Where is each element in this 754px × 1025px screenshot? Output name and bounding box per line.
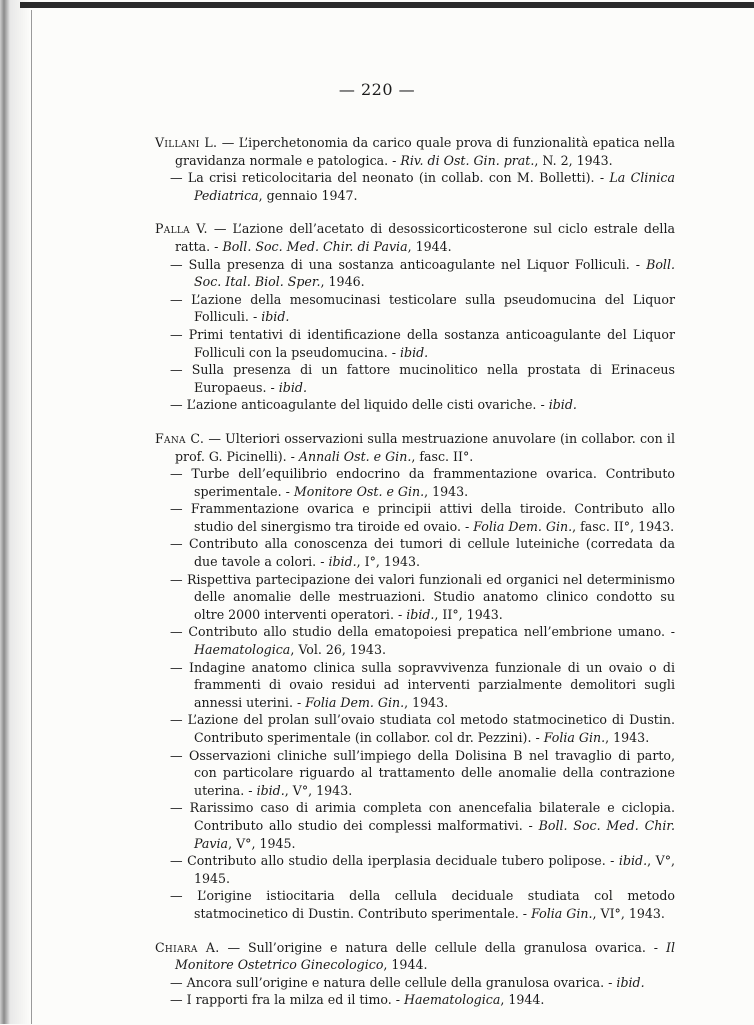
journal-title: ibid. <box>399 344 429 360</box>
entry-text: , gennaio 1947. <box>258 187 358 203</box>
bibliography-entry <box>155 169 675 204</box>
entry-text: — Sulla presenza di un fattore mucinolitico nella prostata di Erinaceus Europaeus. - <box>170 362 675 395</box>
author-block <box>155 939 675 1009</box>
entry-text: , V°, 1945. <box>228 835 296 851</box>
entry-text: — Sulla presenza di una sostanza anticoagulante nel Liquor Folliculi. - <box>170 256 647 272</box>
bibliography-entry <box>155 535 675 570</box>
journal-title: Boll. Soc. Ital. Biol. Sper. <box>194 256 675 290</box>
entry-text: — Primi tentativi di identificazione della sostanza anticoagulante del Liquor Folliculi con la pseudomucina. - <box>170 326 675 360</box>
journal-title: ibid. <box>616 974 645 990</box>
author-name: Palla V. <box>155 221 208 237</box>
entry-text: — I rapporti fra la milza ed il timo. - <box>170 992 405 1008</box>
entry-text: , VI°, 1943. <box>592 905 665 921</box>
journal-title: Haematologica <box>194 642 291 658</box>
bibliography-entry <box>155 711 675 746</box>
bibliography-entry <box>155 465 675 500</box>
entry-text: — Contributo allo studio della ematopoiesi prepatica nell’embrione umano. - <box>170 624 675 640</box>
bibliography-entry-first <box>155 220 675 255</box>
journal-title: Il Monitore Ostetrico Ginecologico <box>175 939 675 973</box>
entry-text: — La crisi reticolocitaria del neonato (in collab. con M. Bolletti). - <box>170 170 610 186</box>
bibliography-entry-first <box>155 134 675 169</box>
journal-title: ibid. <box>261 309 290 325</box>
entry-text: — L’azione dell’acetato di desossicorticosterone sul ciclo estrale della ratta. - <box>175 221 675 254</box>
entry-text: , V°, 1945. <box>194 853 675 886</box>
entry-text: , N. 2, 1943. <box>534 152 613 168</box>
entry-text: , 1943. <box>605 730 650 745</box>
page-edge-line <box>31 10 32 1024</box>
journal-title: Haematologica <box>404 992 501 1008</box>
bibliography-entry <box>155 256 675 291</box>
entry-text: — Rispettiva partecipazione dei valori funzionali ed organici nel determinismo delle anomalie delle mestruazioni. Studio anatomo clinico condotto su oltre 2000 interventi operatori. - <box>170 571 675 622</box>
bibliography-entry-first <box>155 939 675 974</box>
bibliography-list <box>155 134 675 1025</box>
entry-text: — L’azione anticoagulante del liquido delle cisti ovariche. - <box>170 397 549 413</box>
bibliography-entry-first <box>155 430 675 465</box>
entry-text: — L’origine istiocitaria della cellula deciduale studiata col metodo statmocinetico di Dustin. Contributo sperimentale. - <box>170 888 675 921</box>
journal-title: Riv. di Ost. Gin. prat. <box>400 152 535 168</box>
entry-text: , V°, 1943. <box>284 782 353 798</box>
author-name: Fana C. <box>155 430 205 446</box>
author-block <box>155 430 675 923</box>
journal-title: ibid. <box>256 782 285 798</box>
entry-text: , 1944. <box>407 238 452 254</box>
bibliography-entry <box>155 974 675 992</box>
entry-text: — L’azione della mesomucinasi testicolare sulla pseudomucina del Liquor Folliculi. - <box>170 291 675 325</box>
entry-text: , 1946. <box>320 274 365 290</box>
entry-text: — L’iperchetonomia da carico quale prova di funzionalità epatica nella gravidanza normale e patologica. - <box>175 135 675 168</box>
entry-text: — Indagine anatomo clinica sulla sopravvivenza funzionale di un ovaio o di frammenti di ovaio residui ad interventi parzialmente demolitori sugli annessi uterini. - <box>170 659 675 710</box>
entry-text: , 1943. <box>424 483 469 499</box>
entry-text: , II°, 1943. <box>434 606 503 622</box>
entry-text: , fasc. II°. <box>411 448 474 464</box>
entry-text: , 1943. <box>404 694 449 710</box>
bibliography-entry <box>155 747 675 800</box>
bibliography-entry <box>155 361 675 396</box>
top-border-rule <box>20 2 754 8</box>
page-number: — 220 — <box>338 80 416 99</box>
journal-title: Annali Ost. e Gin. <box>298 448 412 464</box>
entry-text: — Ulteriori osservazioni sulla mestruazione anuvolare (in collabor. con il prof. G. Picinelli). - <box>175 430 675 464</box>
entry-text: , fasc. II°, 1943. <box>572 518 675 534</box>
entry-text: — Contributo allo studio della iperplasia deciduale tubero polipose. - <box>170 853 619 869</box>
journal-title: Folia Dem. Gin. <box>473 518 573 534</box>
bibliography-entry <box>155 291 675 326</box>
entry-text: — Frammentazione ovarica e principii attivi della tiroide. Contributo allo studio del sinergismo tra tiroide ed ovaio. - <box>170 501 675 534</box>
journal-title: ibid. <box>406 606 435 622</box>
binding-edge-shadow <box>0 0 30 1024</box>
entry-text: , I°, 1943. <box>356 554 420 570</box>
bibliography-entry <box>155 623 675 658</box>
bibliography-entry <box>155 571 675 624</box>
journal-title: Folia Gin. <box>531 905 593 921</box>
journal-title: Boll. Soc. Med. Chir. Pavia <box>194 817 675 851</box>
bibliography-entry <box>155 659 675 712</box>
entry-text: — Ancora sull’origine e natura delle cellule della granulosa ovarica. - <box>170 974 617 990</box>
bibliography-entry <box>155 500 675 535</box>
entry-text: — L’azione del prolan sull’ovaio studiata col metodo statmocinetico di Dustin. Contributo sperimentale (in collabor. col dr. Pezzini). - <box>170 712 675 745</box>
journal-title: La Clinica Pediatrica <box>194 170 675 203</box>
bibliography-entry <box>155 799 675 852</box>
entry-text: — Turbe dell’equilibrio endocrino da frammentazione ovarica. Contributo sperimentale. - <box>170 466 675 499</box>
entry-text: — Contributo alla conoscenza dei tumori di cellule luteiniche (corredata da due tavole a colori. - <box>170 536 675 570</box>
journal-title: Folia Dem. Gin. <box>305 694 405 710</box>
entry-text: — Sull’origine e natura delle cellule della granulosa ovarica. - <box>219 939 666 955</box>
entry-text: , 1944. <box>383 957 428 973</box>
bibliography-entry <box>155 326 675 361</box>
author-name: Villani L. <box>155 135 218 150</box>
entry-text: , 1944. <box>500 992 545 1008</box>
journal-title: Boll. Soc. Med. Chir. di Pavia <box>222 238 408 254</box>
entry-text: , Vol. 26, 1943. <box>290 642 386 658</box>
journal-title: ibid. <box>618 853 648 869</box>
author-name: Chiara A. <box>155 939 220 955</box>
journal-title: ibid. <box>278 379 307 395</box>
author-block <box>155 220 675 414</box>
journal-title: ibid. <box>328 554 357 570</box>
author-block <box>155 134 675 204</box>
bibliography-entry <box>155 396 675 414</box>
bibliography-entry <box>155 991 675 1009</box>
journal-title: Monitore Ost. e Gin. <box>293 483 425 499</box>
journal-title: ibid. <box>548 397 577 413</box>
journal-title: Folia Gin. <box>543 730 606 745</box>
bibliography-entry <box>155 852 675 887</box>
bibliography-entry <box>155 887 675 922</box>
entry-text: — Rarissimo caso di arimia completa con anencefalia bilaterale e ciclopia. Contributo allo studio dei complessi malformativi. - <box>170 800 675 833</box>
entry-text: — Osservazioni cliniche sull’impiego della Dolisina B nel travaglio di parto, con particolare riguardo al trattamento delle anomalie della contrazione uterina. - <box>170 747 675 798</box>
